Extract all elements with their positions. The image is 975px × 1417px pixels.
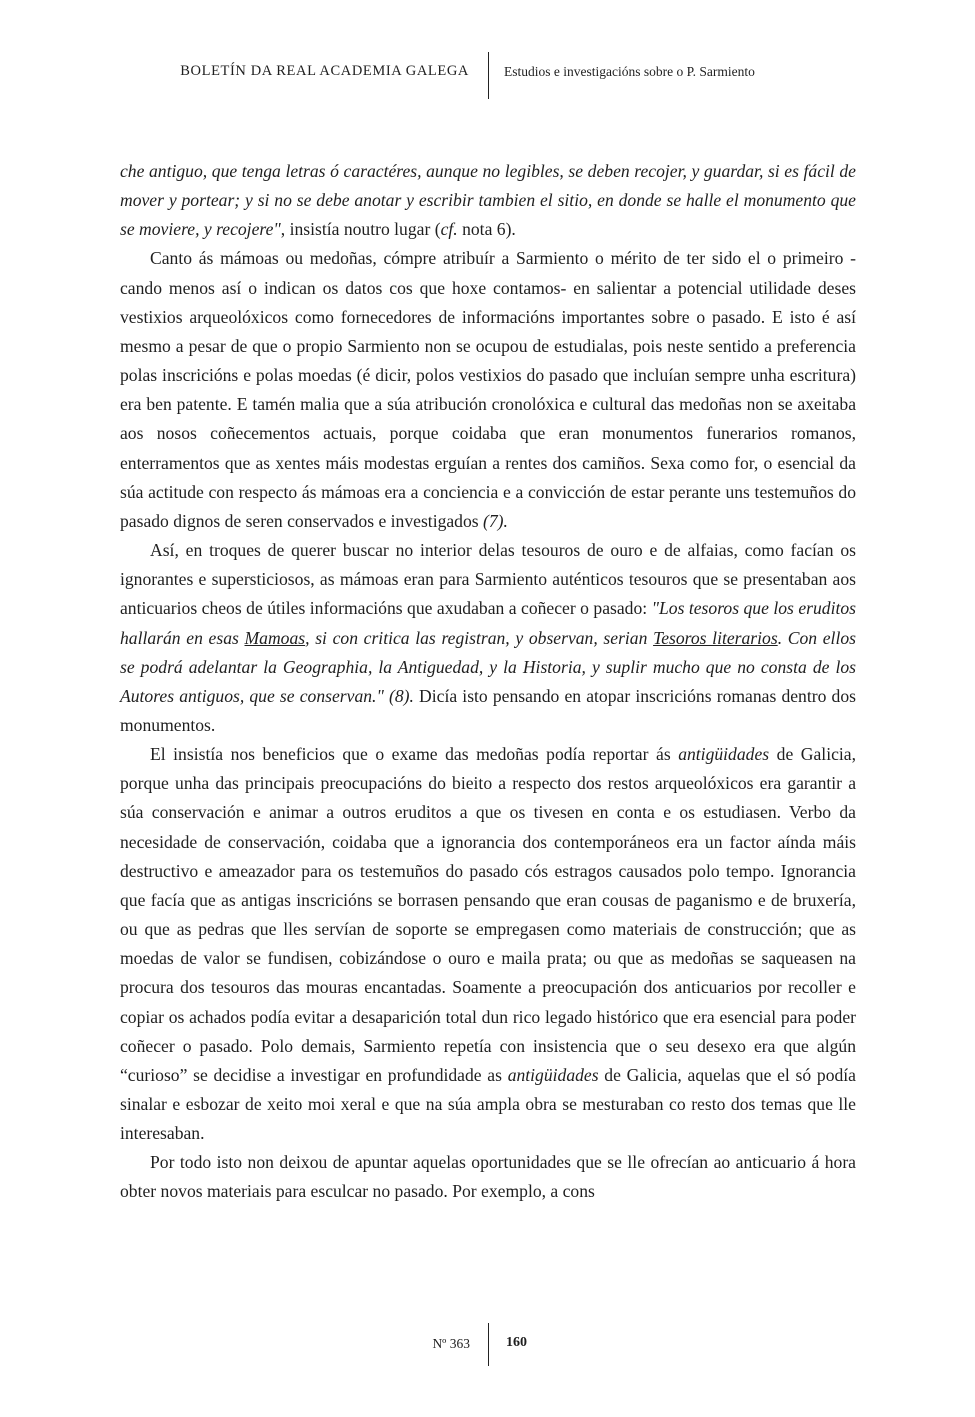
- text-span: Canto ás mámoas ou medoñas, cómpre atribuír a Sarmiento o mérito de ter sido el o primeiro -cando menos así o indican os datos cos que hoxe contamos- en salientar a potencial utilidade deses vestixios arqueolóxicos como fornecedores de informacións importantes sobre o pasado. E isto é así mesmo a pesar de que o propio Sarmiento non se ocupou de estudialas, pois neste sentido a preferencia polas inscricións e polas moedas (é dicir, polos vestixios do pasado que incluían sempre unha escritura) era ben patente. E tamén malia que a súa atribución cronolóxica e cultural das medoñas non se axeitaba aos nosos coñecementos actuais, porque coidaba que eran monumentos funerarios romanos, enterramentos que as xentes máis modestas erguían a rentes dos camiños. Sexa como for, o esencial da súa actitude con respecto ás mámoas era a conciencia e a convicción de estar perante uns testemuños do pasado dignos de seren conservados e investigados: [120, 248, 856, 531]
- text-span: Dicía isto pensando en atopar inscricións romanas dentro dos monumentos.: [120, 685, 856, 735]
- paragraph-3: [120, 536, 856, 740]
- paragraph-2: [120, 244, 856, 536]
- text-span: Por todo isto non deixou de apuntar aquelas oportunidades que se lle ofrecían ao anticuario á hora obter novos materiais para esculcar no pasado. Por exemplo, a cons: [120, 1152, 856, 1202]
- paragraph-4: [120, 740, 856, 1148]
- page-number: 160: [506, 1335, 527, 1350]
- header-divider: [488, 52, 489, 99]
- journal-title: BOLETÍN DA REAL ACADEMIA GALEGA: [180, 63, 469, 79]
- section-title: Estudios e investigacións sobre o P. Sarmiento: [504, 64, 755, 79]
- underlined-term-mamoas: Mamoas: [244, 627, 306, 648]
- underlined-term-tesoros: Tesoros literarios: [653, 627, 778, 648]
- note-ref-7: (7).: [483, 510, 508, 531]
- cf-abbrev: cf.: [440, 219, 458, 240]
- text-span: de Galicia, porque unha das principais preocupacións do bieito a respecto dos restos arqueolóxicos era garantir a súa conservación e animar a outros eruditos a que os tivesen en conta e os estudiasen. Verbo da necesidade de conservación, coidaba que a ignorancia dos contemporáneos era un factor aínda máis destructivo e ameazador para os testemuños do pasado cós estragos causados polo tempo. Ignorancia que facía que as antigas inscricións se borrasen pensando que eran cousas de paganismo e de bruxería, ou que as pedras que lles servían de soporte se empregasen como materiais de construcción; que as moedas de valor se fundisen, cobizándose o ouro e maila prata; ou que as medoñas se saqueasen na procura dos tesouros das mouras encantadas. Soamente a preocupación dos anticuarios por recoller e copiar os achados podía evitar a desaparición total dun rico legado histórico que era esencial para poder coñecer o pasado. Polo demais, Sarmiento repetía con insistencia que o seu desexo era que algún “curioso” se decidise a investigar en profundidade as: [120, 744, 856, 1085]
- text-span: de Galicia, aquelas que el só podía sinalar e esbozar de xeito moi xeral e que na súa ampla obra se mesturaban co resto dos temas que lle interesaban.: [120, 1064, 856, 1144]
- text-span: , insistía noutro lugar (: [280, 219, 441, 240]
- quote-part: . Con ellos se podrá adelantar la Geographia, la Antiguedad, y la Historia, y suplir mucho que no consta de los Autores antiguos, que se conservan." (8).: [120, 627, 856, 706]
- text-span: nota 6).: [457, 219, 516, 240]
- footer-divider: [488, 1323, 489, 1366]
- quote-part: "Los tesoros que los eruditos hallarán en esas: [120, 598, 856, 648]
- paragraph-5: [120, 1148, 856, 1206]
- quote-sarmiento-1: che antiguo, que tenga letras ó caractéres, aunque no legibles, se deben recojer, y guardar, si es fácil de mover y portear; y si no se debe anotar y escribir tambien el sitio, en donde se halle el monumento que se moviere, y recojere": [120, 161, 856, 240]
- text-span: El insistía nos beneficios que o exame das medoñas podía reportar ás: [150, 744, 679, 765]
- article-body: [120, 157, 856, 1207]
- issue-number: Nº 363: [432, 1336, 470, 1351]
- quote-part: , si con critica las registran, y observan, serian: [305, 627, 654, 648]
- paragraph-1: [120, 157, 856, 244]
- italic-term: antigüidades: [678, 744, 770, 765]
- text-span: Así, en troques de querer buscar no interior delas tesouros de ouro e de alfaias, como facían os ignorantes e supersticiosos, as mámoas eran para Sarmiento auténticos tesouros que se presentaban aos anticuarios cheos de útiles informacións que axudaban a coñecer o pasado:: [120, 540, 856, 619]
- italic-term: antigüidades: [507, 1064, 599, 1085]
